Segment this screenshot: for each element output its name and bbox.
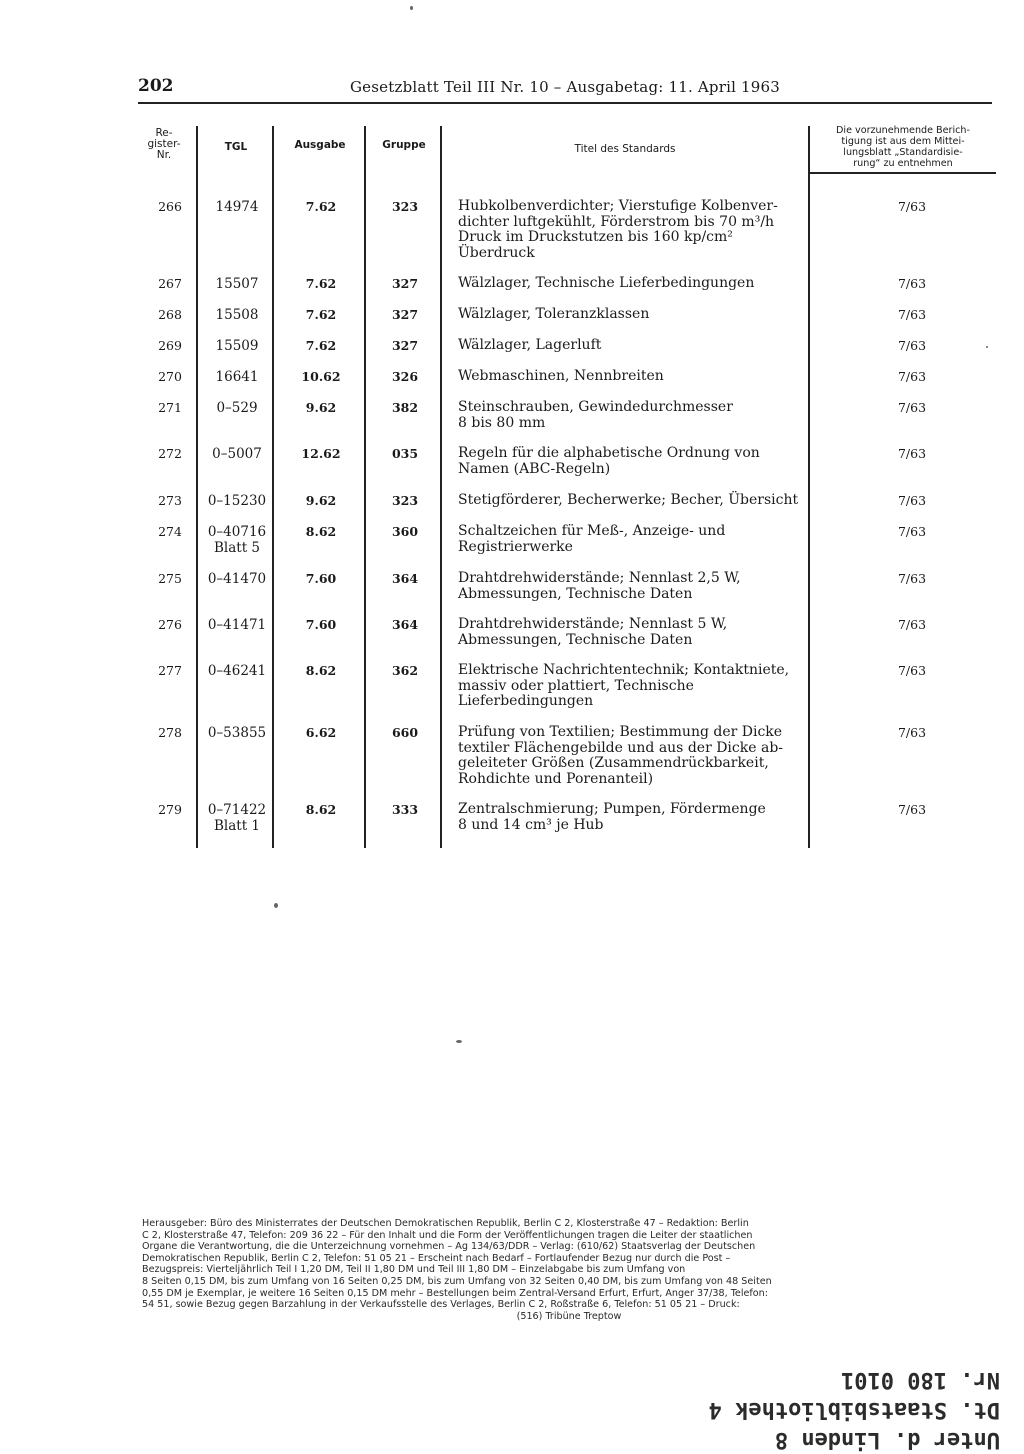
ausgabe: 7.62 xyxy=(305,338,337,353)
gruppe: 333 xyxy=(391,802,419,817)
tgl-number: 14974 xyxy=(215,199,259,215)
gruppe: 323 xyxy=(391,493,419,508)
register-nr: 266 xyxy=(158,199,182,214)
register-nr: 270 xyxy=(158,369,182,384)
register-nr: 279 xyxy=(158,802,182,817)
stamp-line: Unter d. Linden 8 xyxy=(774,1427,1000,1452)
berichtigung-ref: 7/63 xyxy=(897,663,927,678)
register-nr: 269 xyxy=(158,338,182,353)
berichtigung-ref: 7/63 xyxy=(897,446,927,461)
gruppe: 364 xyxy=(391,571,419,586)
register-nr: 276 xyxy=(158,617,182,632)
tgl-number: 0–71422 Blatt 1 xyxy=(207,802,267,834)
ausgabe: 6.62 xyxy=(305,725,337,740)
imprint-line: Bezugspreis: Vierteljährlich Teil I 1,20 DM, Teil II 1,80 DM und Teil III 1,80 DM – Einzelabgabe bis zum Umfang von xyxy=(142,1264,686,1276)
standard-title: Drahtdrehwiderstände; Nennlast 5 W, Abmessungen, Technische Daten xyxy=(458,616,728,648)
ausgabe: 8.62 xyxy=(305,802,337,817)
stamp-line: Dt. Staatsbibliothek 4 xyxy=(708,1397,1000,1422)
column-header-gruppe: Gruppe xyxy=(382,139,426,151)
berichtigung-ref: 7/63 xyxy=(897,338,927,353)
standard-title: Steinschrauben, Gewindedurchmesser 8 bis 80 mm xyxy=(458,399,733,431)
gruppe: 327 xyxy=(391,338,419,353)
standard-title: Wälzlager, Toleranzklassen xyxy=(458,306,650,322)
column-header-titel: Titel des Standards xyxy=(574,143,676,155)
imprint-footer xyxy=(142,1218,996,1322)
berichtigung-ref: 7/63 xyxy=(897,307,927,322)
imprint-printer: (516) Tribüne Treptow xyxy=(516,1310,622,1322)
standard-title: Stetigförderer, Becherwerke; Becher, Übersicht xyxy=(458,492,799,508)
ausgabe: 7.62 xyxy=(305,199,337,214)
tgl-number: 0–529 xyxy=(216,400,258,416)
scan-speck xyxy=(410,6,413,10)
tgl-number: 15509 xyxy=(215,338,259,354)
gruppe: 035 xyxy=(391,446,419,461)
gruppe: 360 xyxy=(391,524,419,539)
imprint-line: 54 51, sowie Bezug gegen Barzahlung in der Verkaufsstelle des Verlages, Berlin C 2, Roßstraße 6, Telefon: 51 05 21 – Druck: xyxy=(142,1299,740,1311)
standard-title: Wälzlager, Lagerluft xyxy=(458,337,602,353)
tgl-number: 0–5007 xyxy=(212,446,262,462)
gruppe: 327 xyxy=(391,307,419,322)
ausgabe: 9.62 xyxy=(305,493,337,508)
ausgabe: 8.62 xyxy=(305,663,337,678)
tgl-number: 0–46241 xyxy=(207,663,267,679)
column-header-berichtigung: Die vorzunehmende Berich- tigung ist aus dem Mittei- lungsblatt „Standardisie- rung“ zu entnehmen xyxy=(836,125,970,169)
gruppe: 364 xyxy=(391,617,419,632)
standard-title: Schaltzeichen für Meß-, Anzeige- und Registrierwerke xyxy=(458,523,726,555)
berichtigung-ref: 7/63 xyxy=(897,617,927,632)
tgl-number: 16641 xyxy=(215,369,259,385)
ausgabe: 10.62 xyxy=(301,369,341,384)
standard-title: Wälzlager, Technische Lieferbedingungen xyxy=(458,275,755,291)
berichtigung-ref: 7/63 xyxy=(897,725,927,740)
register-nr: 275 xyxy=(158,571,182,586)
gruppe: 362 xyxy=(391,663,419,678)
berichtigung-ref: 7/63 xyxy=(897,369,927,384)
ausgabe: 9.62 xyxy=(305,400,337,415)
imprint-line: Herausgeber: Büro des Ministerrates der Deutschen Demokratischen Republik, Berlin C 2, Klosterstraße 47 – Redaktion: Berlin xyxy=(142,1218,749,1229)
column-header-ausgabe: Ausgabe xyxy=(294,139,346,151)
gruppe: 323 xyxy=(391,199,419,214)
tgl-number: 0–15230 xyxy=(207,493,267,509)
gruppe: 382 xyxy=(391,400,419,415)
register-nr: 277 xyxy=(158,663,182,678)
ausgabe: 7.62 xyxy=(305,307,337,322)
gruppe: 660 xyxy=(391,725,419,740)
tgl-number: 15508 xyxy=(215,307,259,323)
berichtigung-ref: 7/63 xyxy=(897,493,927,508)
tgl-number: 0–53855 xyxy=(207,725,267,741)
column-header-nr: Re- gister- Nr. xyxy=(147,127,181,161)
tgl-number: 0–41470 xyxy=(207,571,267,587)
standard-title: Zentralschmierung; Pumpen, Fördermenge 8 und 14 cm³ je Hub xyxy=(458,801,766,833)
register-nr: 272 xyxy=(158,446,182,461)
berichtigung-ref: 7/63 xyxy=(897,571,927,586)
imprint-line: Demokratischen Republik, Berlin C 2, Telefon: 51 05 21 – Erscheint nach Bedarf – Fortlaufender Bezug nur durch die Post – xyxy=(142,1252,731,1264)
header-divider-rule xyxy=(810,172,996,174)
standard-title: Drahtdrehwiderstände; Nennlast 2,5 W, Abmessungen, Technische Daten xyxy=(458,570,741,602)
library-stamp xyxy=(560,1367,1000,1454)
header-rule xyxy=(138,102,992,104)
scan-speck xyxy=(986,346,988,348)
register-nr: 267 xyxy=(158,276,182,291)
register-nr: 268 xyxy=(158,307,182,322)
ausgabe: 7.62 xyxy=(305,276,337,291)
page-header xyxy=(138,76,990,100)
berichtigung-ref: 7/63 xyxy=(897,199,927,214)
berichtigung-ref: 7/63 xyxy=(897,802,927,817)
gruppe: 326 xyxy=(391,369,419,384)
imprint-line: Organe die Verantwortung, die die Unterzeichnung vornehmen – Ag 134/63/DDR – Verlag: (610/62) Staatsverlag der Deutschen xyxy=(142,1241,756,1253)
imprint-line: 8 Seiten 0,15 DM, bis zum Umfang von 16 Seiten 0,25 DM, bis zum Umfang von 32 Seiten 0,40 DM, bis zum Umfang von 48 Seiten xyxy=(142,1275,772,1287)
column-rule xyxy=(440,126,442,848)
tgl-number: 0–41471 xyxy=(207,617,267,633)
register-nr: 274 xyxy=(158,524,182,539)
register-nr: 273 xyxy=(158,493,182,508)
page-title: Gesetzblatt Teil III Nr. 10 – Ausgabetag: 11. April 1963 xyxy=(350,78,781,96)
standard-title: Regeln für die alphabetische Ordnung von Namen (ABC-Regeln) xyxy=(458,445,760,477)
scan-speck xyxy=(456,1040,462,1043)
imprint-line: C 2, Klosterstraße 47, Telefon: 209 36 22 – Für den Inhalt und die Form der Veröffentlichungen tragen die Leiter der staatlichen xyxy=(142,1229,753,1241)
page-number: 202 xyxy=(138,76,174,96)
gruppe: 327 xyxy=(391,276,419,291)
standard-title: Elektrische Nachrichtentechnik; Kontaktniete, massiv oder plattiert, Technische Lieferbedingungen xyxy=(458,662,790,709)
scan-speck xyxy=(274,903,278,908)
register-nr: 278 xyxy=(158,725,182,740)
register-nr: 271 xyxy=(158,400,182,415)
standard-title: Webmaschinen, Nennbreiten xyxy=(458,368,664,384)
imprint-line: 0,55 DM je Exemplar, je weitere 16 Seiten 0,15 DM mehr – Bestellungen beim Zentral-Versand Erfurt, Erfurt, Anger 37/38, Telefon: xyxy=(142,1287,768,1299)
column-rule xyxy=(808,126,810,848)
standard-title: Prüfung von Textilien; Bestimmung der Dicke textiler Flächengebilde und aus der Dicke ab- geleiteter Größen (Zusammendrückbarkeit, Rohdichte und Porenanteil) xyxy=(458,724,784,787)
column-rule xyxy=(364,126,366,848)
column-header-tgl: TGL xyxy=(224,141,248,153)
tgl-number: 0–40716 Blatt 5 xyxy=(207,524,267,556)
berichtigung-ref: 7/63 xyxy=(897,276,927,291)
column-rule xyxy=(196,126,198,848)
ausgabe: 7.60 xyxy=(305,617,337,632)
standard-title: Hubkolbenverdichter; Vierstufige Kolbenver- dichter luftgekühlt, Förderstrom bis 70 m³/h Druck im Druckstutzen bis 160 kp/cm² Überdruck xyxy=(458,198,778,261)
ausgabe: 7.60 xyxy=(305,571,337,586)
tgl-number: 15507 xyxy=(215,276,259,292)
berichtigung-ref: 7/63 xyxy=(897,524,927,539)
ausgabe: 8.62 xyxy=(305,524,337,539)
ausgabe: 12.62 xyxy=(301,446,341,461)
stamp-line: Nr. 180 0101 xyxy=(841,1367,1000,1392)
berichtigung-ref: 7/63 xyxy=(897,400,927,415)
